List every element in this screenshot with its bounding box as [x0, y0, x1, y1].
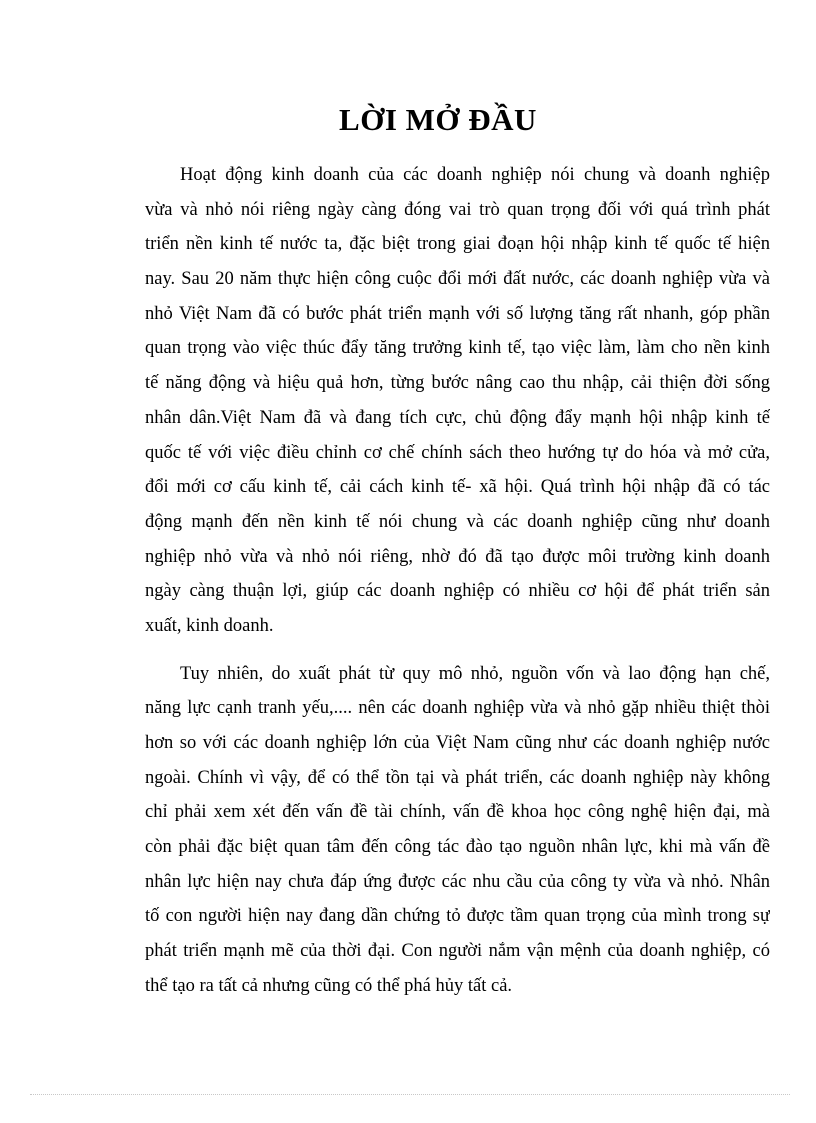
- text-line: quốc tế với việc điều chỉnh cơ chế chính sách theo hướng tự do hóa và mở cửa,: [145, 442, 770, 463]
- text-line: thể tạo ra tất cả nhưng cũng có thể phá hủy tất cả.: [145, 975, 513, 996]
- text-line: phát triển mạnh mẽ của thời đại. Con người nắm vận mệnh của doanh nghiệp, có: [145, 941, 770, 962]
- document-body: [145, 158, 770, 1004]
- text-line: chỉ phải xem xét đến vấn đề tài chính, vấn đề khoa học công nghệ hiện đại, mà: [145, 802, 770, 823]
- paragraph-2: [145, 657, 770, 1004]
- text-line: nhỏ Việt Nam đã có bước phát triển mạnh với số lượng tăng rất nhanh, góp phần: [145, 303, 770, 324]
- text-line: ngoài. Chính vì vậy, để có thể tồn tại và phát triển, các doanh nghiệp này không: [145, 767, 770, 788]
- page-bottom-divider: [30, 1094, 790, 1095]
- text-line: quan trọng vào việc thúc đẩy tăng trưởng kinh tế, tạo việc làm, làm cho nền kinh: [145, 338, 770, 359]
- text-line: vừa và nhỏ nói riêng ngày càng đóng vai trò quan trọng đối với quá trình phát: [145, 199, 770, 220]
- text-line: Tuy nhiên, do xuất phát từ quy mô nhỏ, nguồn vốn và lao động hạn chế,: [180, 663, 770, 684]
- text-line: tố con người hiện nay đang dần chứng tỏ được tầm quan trọng của mình trong sự: [145, 906, 770, 927]
- text-line: tế năng động và hiệu quả hơn, từng bước nâng cao thu nhập, cải thiện đời sống: [145, 373, 770, 394]
- text-line: triển nền kinh tế nước ta, đặc biệt trong giai đoạn hội nhập kinh tế quốc tế hiện: [145, 234, 770, 255]
- text-line: động mạnh đến nền kinh tế nói chung và các doanh nghiệp cũng như doanh: [145, 511, 770, 532]
- document-title: LỜI MỞ ĐẦU: [339, 102, 537, 137]
- text-line: xuất, kinh doanh.: [145, 615, 274, 636]
- text-line: hơn so với các doanh nghiệp lớn của Việt Nam cũng như các doanh nghiệp nước: [145, 733, 770, 753]
- paragraph-1: [145, 158, 770, 644]
- paragraph-spacer: [145, 644, 770, 657]
- text-line: đổi mới cơ cấu kinh tế, cải cách kinh tế- xã hội. Quá trình hội nhập đã có tác: [145, 477, 770, 498]
- text-line: còn phải đặc biệt quan tâm đến công tác đào tạo nguồn nhân lực, khi mà vấn đề: [145, 837, 770, 858]
- text-line: nhân dân.Việt Nam đã và đang tích cực, chủ động đẩy mạnh hội nhập kinh tế: [145, 407, 770, 428]
- text-line: năng lực cạnh tranh yếu,.... nên các doanh nghiệp vừa và nhỏ gặp nhiều thiệt thòi: [145, 698, 770, 719]
- text-line: nghiệp nhỏ vừa và nhỏ nói riêng, nhờ đó đã tạo được môi trường kinh doanh: [145, 546, 770, 567]
- text-line: nhân lực hiện nay chưa đáp ứng được các nhu cầu của công ty vừa và nhỏ. Nhân: [145, 871, 770, 892]
- text-line: nay. Sau 20 năm thực hiện công cuộc đổi mới đất nước, các doanh nghiệp vừa và: [145, 269, 770, 290]
- text-line: Hoạt động kinh doanh của các doanh nghiệp nói chung và doanh nghiệp: [180, 165, 770, 185]
- text-line: ngày càng thuận lợi, giúp các doanh nghiệp có nhiều cơ hội để phát triển sản: [145, 581, 770, 602]
